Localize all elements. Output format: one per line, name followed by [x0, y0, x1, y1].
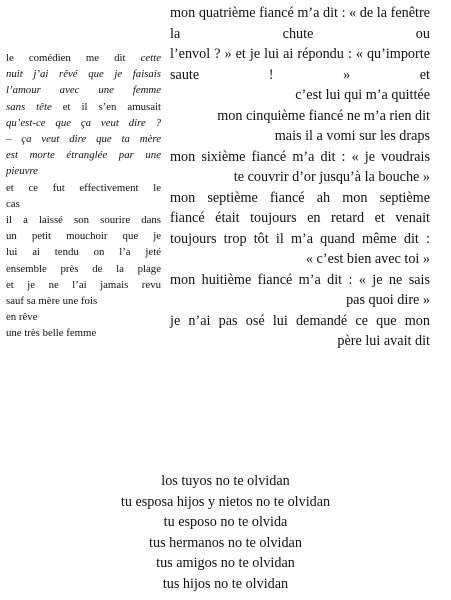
left-poem-line [6, 50, 161, 66]
bottom-stanza-line: tus amigos no te olvidan [156, 555, 295, 571]
italic-text: – ça veut dire que ta mère [6, 133, 161, 146]
right-poem-line: « c’est bien avec toi » [305, 251, 430, 267]
bottom-stanza-line: tu esposo no te olvida [163, 514, 288, 530]
right-poem-line: mon cinquième fiancé ne m’a rien dit [217, 107, 430, 124]
left-poem-line [6, 131, 161, 147]
left-poem-line [6, 180, 161, 196]
right-poem-column [170, 3, 430, 352]
right-poem-line: toujours trop tôt il m’a quand même dit : [170, 230, 430, 247]
roman-text: et il s’en amusait [51, 100, 161, 113]
italic-text: qu’est-ce que ça veut dire ? [6, 116, 161, 129]
left-poem-line [6, 277, 161, 293]
roman-text: cas [6, 197, 20, 210]
left-poem-line [6, 293, 161, 309]
roman-text: lui ai tendu on l’a jeté [6, 246, 161, 259]
right-poem-line: je n’ai pas osé lui demandé ce que mon [170, 312, 430, 329]
bottom-stanza-line: tus hermanos no te olvidan [149, 534, 302, 551]
italic-text: pieuvre [6, 165, 38, 178]
italic-text: nuit j’ai rêvé que je faisais [6, 68, 161, 81]
left-poem-line [6, 228, 161, 244]
bottom-stanza-line: tu esposa hijos y nietos no te olvidan [120, 493, 331, 510]
roman-text: il a laissé son sourire dans [6, 214, 161, 227]
left-poem-line [6, 115, 161, 131]
right-poem-line: père lui avait dit [337, 333, 430, 349]
left-poem-line [6, 261, 161, 277]
right-poem-line: c’est lui qui m’a quittée [295, 87, 430, 103]
bottom-stanza [0, 471, 451, 594]
roman-text: sauf sa mère une fois [6, 295, 98, 308]
right-poem-line: mon huitième fiancé m’a dit : « je ne sais [170, 271, 430, 288]
roman-text: et ce fut effectivement le [6, 181, 161, 194]
left-poem-line [6, 212, 161, 228]
right-poem-line: mais il a vomi sur les draps [274, 128, 430, 144]
roman-text: et je ne l’ai jamais revu [6, 278, 161, 291]
left-poem-line [6, 82, 161, 98]
bottom-stanza-line: los tuyos no te olvidan [161, 473, 290, 489]
bottom-stanza-line: tus hijos no te olvidan [162, 575, 289, 592]
italic-text: cette [140, 52, 161, 64]
left-poem-line [6, 309, 161, 325]
roman-text: le comédien me dit [6, 52, 141, 64]
right-poem-line: mon quatrième fiancé m’a dit : « de la fenêtre la chute ou [170, 5, 430, 42]
roman-text: en rêve [6, 311, 38, 324]
left-poem-column [6, 50, 161, 342]
left-poem-line [6, 147, 161, 163]
italic-text: sans tête [6, 100, 52, 113]
right-poem-line: te couvrir d’or jusqu’à la bouche » [233, 169, 430, 185]
left-poem-line [6, 163, 161, 179]
right-poem-line: fiancé était toujours en retard et venait [170, 210, 430, 226]
left-poem-line [6, 196, 161, 212]
left-poem-line [6, 99, 161, 115]
roman-text: une très belle femme [6, 327, 97, 340]
left-poem-line [6, 244, 161, 260]
roman-text: un petit mouchoir que je [6, 230, 161, 243]
italic-text: l’amour avec une femme [6, 84, 161, 97]
right-poem-line: mon septième fiancé ah mon septième [170, 189, 430, 206]
roman-text: ensemble près de la plage [6, 262, 161, 275]
left-poem-line [6, 66, 161, 82]
italic-text: est morte étranglée par une [6, 149, 161, 162]
right-poem-line: l’envol ? » et je lui ai répondu : « qu’importe saute ! » et [170, 46, 430, 83]
right-poem-line: pas quoi dire » [346, 292, 430, 308]
left-poem-line [6, 325, 161, 341]
right-poem-line: mon sixième fiancé m’a dit : « je voudrais [170, 148, 430, 165]
